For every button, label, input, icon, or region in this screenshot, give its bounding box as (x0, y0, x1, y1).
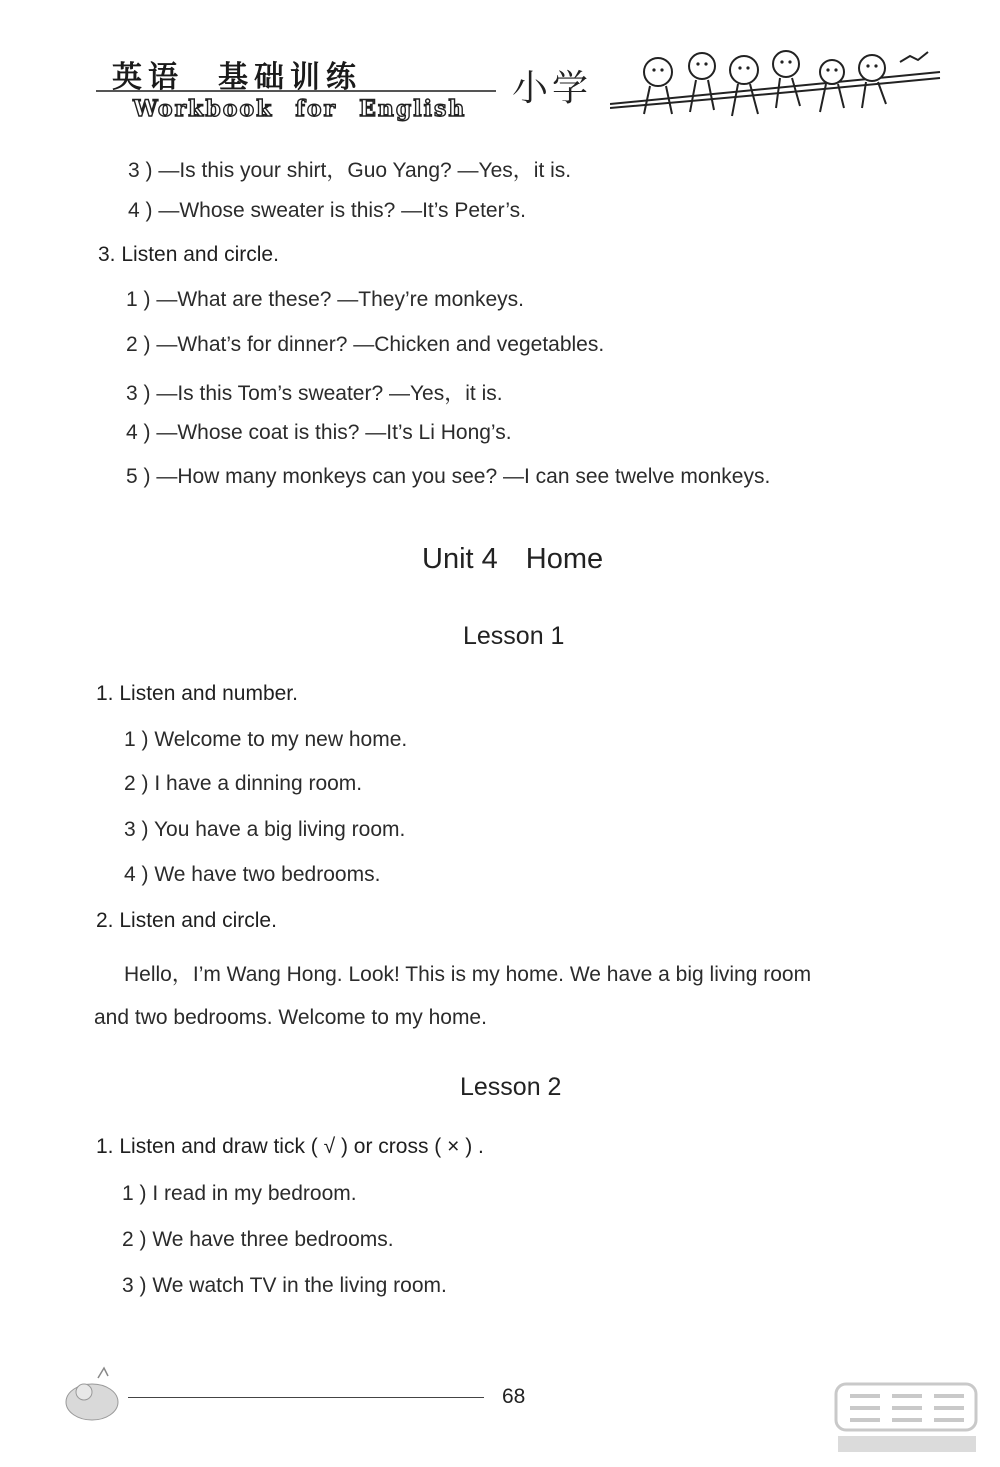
paragraph-line: and two bedrooms. Welcome to my home. (94, 1006, 487, 1029)
exercise-heading: 1. Listen and draw tick ( √ ) or cross ( × ) . (96, 1135, 484, 1158)
list-item: 2 ) We have three bedrooms. (122, 1228, 394, 1251)
header-en-english: English (359, 96, 467, 122)
list-item: 1 ) —What are these? —They’re monkeys. (126, 288, 524, 311)
footer-decoration-icon (58, 1360, 128, 1430)
lesson-title: Lesson 2 (460, 1073, 562, 1101)
list-item: 2 ) I have a dinning room. (124, 772, 363, 795)
list-item: 1 ) Welcome to my new home. (124, 728, 408, 751)
list-item: 2 ) —What’s for dinner? —Chicken and vegetables. (126, 333, 605, 356)
header-cn-english: 英语 (112, 60, 184, 95)
unit-name: Home (525, 543, 604, 575)
unit-title (422, 543, 603, 576)
list-item: 5 ) —How many monkeys can you see? —I can see twelve monkeys. (126, 465, 771, 488)
list-item: 3 ) —Is this your shirt，Guo Yang? —Yes，it is. (128, 159, 572, 182)
list-item: 1 ) I read in my bedroom. (122, 1182, 357, 1205)
list-item: 3 ) We watch TV in the living room. (122, 1274, 447, 1297)
page-number: 68 (502, 1385, 526, 1408)
header-level: 小学 (512, 68, 593, 109)
header-title-en (133, 96, 466, 122)
header-en-workbook: Workbook (133, 96, 274, 122)
exercise-heading: 3. Listen and circle. (98, 243, 279, 266)
unit-label: Unit 4 (422, 543, 498, 575)
lesson-title: Lesson 1 (463, 622, 565, 650)
header-cn-basic-training: 基础训练 (218, 60, 362, 95)
watermark-logo (832, 1378, 982, 1458)
list-item: 3 ) —Is this Tom’s sweater? —Yes，it is. (126, 382, 503, 405)
list-item: 4 ) —Whose sweater is this? —It’s Peter’s. (128, 199, 526, 222)
exercise-heading: 2. Listen and circle. (96, 909, 277, 932)
footer-rule (128, 1397, 484, 1398)
exercise-heading: 1. Listen and number. (96, 682, 298, 705)
paragraph-line: Hello，I’m Wang Hong. Look! This is my home. We have a big living room (124, 963, 812, 986)
header-en-for: for (295, 96, 338, 122)
list-item: 4 ) —Whose coat is this? —It’s Li Hong’s. (126, 421, 512, 444)
list-item: 3 ) You have a big living room. (124, 818, 406, 841)
header-kids-illustration (610, 42, 950, 124)
header-rule (96, 90, 496, 92)
list-item: 4 ) We have two bedrooms. (124, 863, 381, 886)
